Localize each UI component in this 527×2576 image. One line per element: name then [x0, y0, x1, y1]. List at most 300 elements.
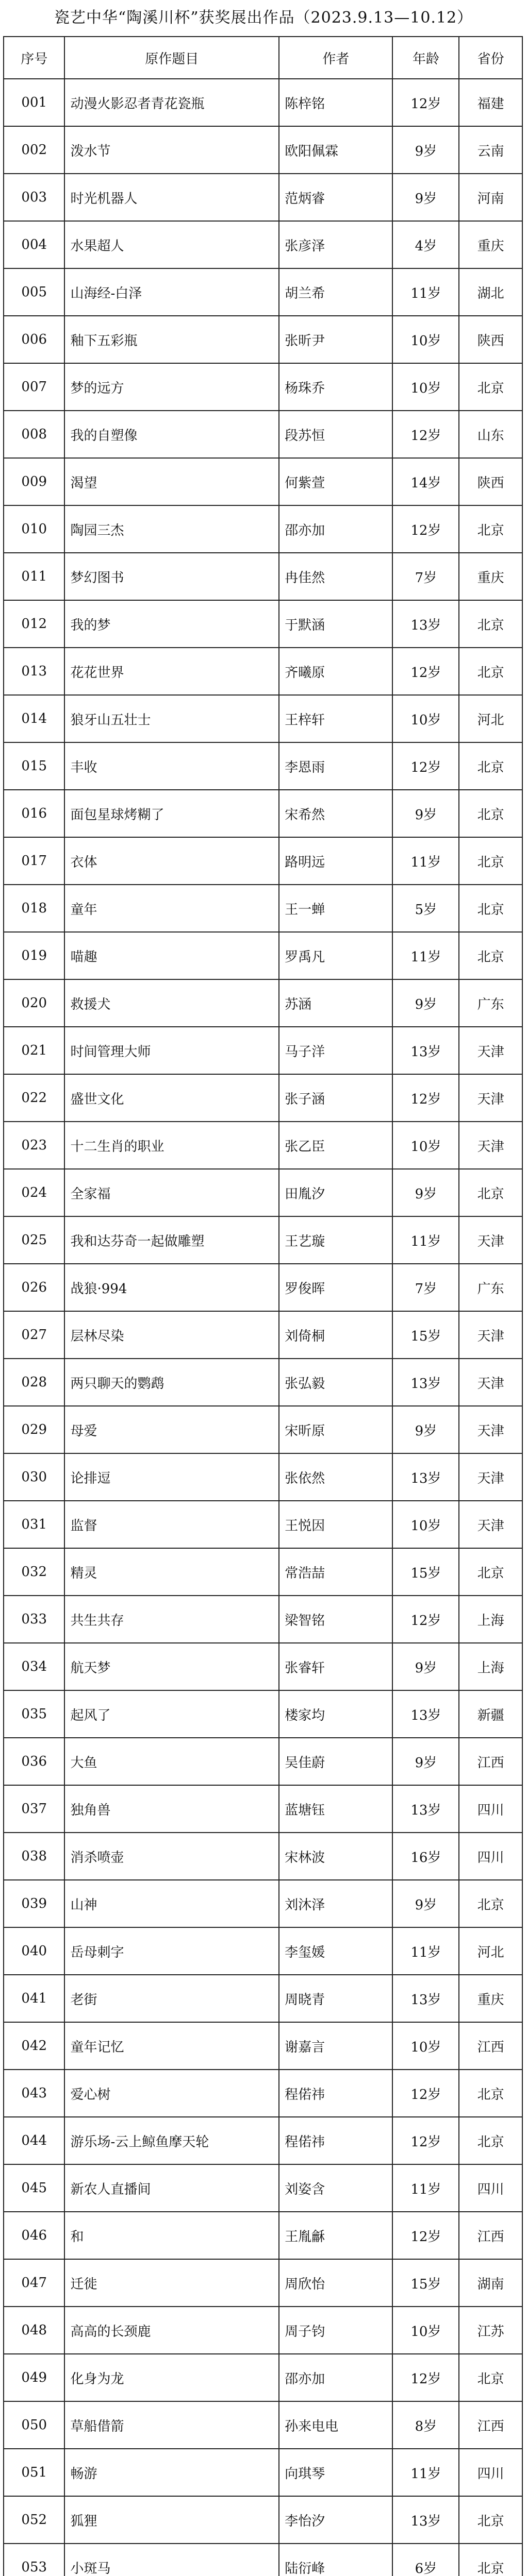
cell-province: 四川 — [459, 1833, 522, 1880]
cell-author: 杨珠乔 — [279, 363, 392, 411]
cell-number: 051 — [4, 2449, 64, 2496]
cell-author: 马子洋 — [279, 1027, 392, 1074]
cell-age: 7岁 — [392, 553, 459, 600]
cell-author: 王一蝉 — [279, 885, 392, 932]
cell-title: 我的梦 — [64, 600, 279, 648]
cell-title: 游乐场-云上鲸鱼摩天轮 — [64, 2117, 279, 2164]
table-row — [4, 1501, 522, 1548]
cell-title: 十二生肖的职业 — [64, 1122, 279, 1169]
cell-age: 12岁 — [392, 2070, 459, 2117]
cell-age: 9岁 — [392, 1169, 459, 1216]
cell-number: 027 — [4, 1311, 64, 1359]
cell-number: 045 — [4, 2164, 64, 2212]
cell-author: 楼家均 — [279, 1690, 392, 1738]
cell-number: 026 — [4, 1264, 64, 1311]
cell-province: 天津 — [459, 1311, 522, 1359]
table-row — [4, 1548, 522, 1596]
cell-title: 岳母刺字 — [64, 1927, 279, 1975]
cell-author: 宋昕原 — [279, 1406, 392, 1453]
cell-province: 重庆 — [459, 553, 522, 600]
cell-title: 童年 — [64, 885, 279, 932]
cell-province: 江西 — [459, 2022, 522, 2070]
cell-province: 北京 — [459, 2070, 522, 2117]
table-row — [4, 1406, 522, 1453]
cell-author: 周欣怡 — [279, 2259, 392, 2307]
cell-title: 迁徙 — [64, 2259, 279, 2307]
table-row — [4, 695, 522, 742]
awards-table — [3, 36, 523, 2576]
cell-province: 天津 — [459, 1122, 522, 1169]
cell-age: 13岁 — [392, 1975, 459, 2022]
cell-age: 12岁 — [392, 742, 459, 790]
cell-title: 泼水节 — [64, 126, 279, 174]
cell-title: 化身为龙 — [64, 2354, 279, 2401]
cell-author: 王艺璇 — [279, 1216, 392, 1264]
cell-title: 独角兽 — [64, 1785, 279, 1833]
cell-age: 10岁 — [392, 695, 459, 742]
cell-title: 大鱼 — [64, 1738, 279, 1785]
cell-province: 四川 — [459, 1785, 522, 1833]
cell-title: 衣体 — [64, 837, 279, 885]
cell-age: 12岁 — [392, 79, 459, 126]
cell-province: 江西 — [459, 2401, 522, 2449]
cell-author: 冉佳然 — [279, 553, 392, 600]
cell-author: 宋希然 — [279, 790, 392, 837]
cell-age: 15岁 — [392, 1548, 459, 1596]
cell-age: 9岁 — [392, 979, 459, 1027]
cell-title: 喵趣 — [64, 932, 279, 979]
cell-age: 5岁 — [392, 885, 459, 932]
cell-province: 重庆 — [459, 221, 522, 268]
cell-title: 精灵 — [64, 1548, 279, 1596]
table-row — [4, 268, 522, 316]
cell-author: 胡兰希 — [279, 268, 392, 316]
table-row — [4, 2117, 522, 2164]
cell-province: 河南 — [459, 174, 522, 221]
cell-age: 10岁 — [392, 316, 459, 363]
cell-age: 15岁 — [392, 2259, 459, 2307]
cell-number: 029 — [4, 1406, 64, 1453]
cell-age: 12岁 — [392, 2117, 459, 2164]
cell-title: 共生共存 — [64, 1596, 279, 1643]
cell-province: 四川 — [459, 2449, 522, 2496]
cell-title: 监督 — [64, 1501, 279, 1548]
cell-number: 004 — [4, 221, 64, 268]
cell-number: 031 — [4, 1501, 64, 1548]
cell-author: 罗俊晖 — [279, 1264, 392, 1311]
cell-province: 北京 — [459, 2117, 522, 2164]
cell-author: 罗禹凡 — [279, 932, 392, 979]
cell-title: 梦幻图书 — [64, 553, 279, 600]
cell-number: 047 — [4, 2259, 64, 2307]
cell-author: 李怡汐 — [279, 2496, 392, 2544]
cell-province: 重庆 — [459, 1975, 522, 2022]
table-row — [4, 505, 522, 553]
cell-title: 山海经-白泽 — [64, 268, 279, 316]
cell-age: 12岁 — [392, 2212, 459, 2259]
table-row — [4, 126, 522, 174]
cell-age: 14岁 — [392, 458, 459, 505]
cell-number: 012 — [4, 600, 64, 648]
cell-number: 003 — [4, 174, 64, 221]
cell-title: 母爱 — [64, 1406, 279, 1453]
cell-author: 程偌祎 — [279, 2117, 392, 2164]
cell-title: 起风了 — [64, 1690, 279, 1738]
cell-number: 036 — [4, 1738, 64, 1785]
table-row — [4, 411, 522, 458]
cell-age: 6岁 — [392, 2544, 459, 2576]
cell-title: 小斑马 — [64, 2544, 279, 2576]
cell-number: 044 — [4, 2117, 64, 2164]
cell-province: 北京 — [459, 1548, 522, 1596]
table-header-row — [4, 37, 522, 79]
table-row — [4, 1596, 522, 1643]
cell-province: 山东 — [459, 411, 522, 458]
cell-number: 021 — [4, 1027, 64, 1074]
cell-number: 001 — [4, 79, 64, 126]
cell-number: 017 — [4, 837, 64, 885]
table-row — [4, 1738, 522, 1785]
header-age: 年龄 — [392, 37, 459, 79]
table-row — [4, 2401, 522, 2449]
cell-author: 吴佳蔚 — [279, 1738, 392, 1785]
cell-author: 刘沐泽 — [279, 1880, 392, 1927]
cell-author: 范炳睿 — [279, 174, 392, 221]
cell-province: 广东 — [459, 979, 522, 1027]
cell-number: 014 — [4, 695, 64, 742]
table-row — [4, 316, 522, 363]
table-row — [4, 1690, 522, 1738]
cell-number: 015 — [4, 742, 64, 790]
cell-age: 13岁 — [392, 1785, 459, 1833]
table-row — [4, 1975, 522, 2022]
cell-number: 034 — [4, 1643, 64, 1690]
cell-province: 上海 — [459, 1596, 522, 1643]
table-row — [4, 648, 522, 695]
cell-title: 畅游 — [64, 2449, 279, 2496]
cell-author: 苏涵 — [279, 979, 392, 1027]
cell-age: 9岁 — [392, 1738, 459, 1785]
cell-province: 北京 — [459, 505, 522, 553]
table-row — [4, 1643, 522, 1690]
cell-author: 于默涵 — [279, 600, 392, 648]
table-row — [4, 1359, 522, 1406]
cell-age: 13岁 — [392, 1690, 459, 1738]
cell-province: 新疆 — [459, 1690, 522, 1738]
cell-province: 北京 — [459, 2544, 522, 2576]
cell-author: 李玺媛 — [279, 1927, 392, 1975]
cell-number: 030 — [4, 1453, 64, 1501]
cell-age: 10岁 — [392, 1122, 459, 1169]
cell-age: 12岁 — [392, 2354, 459, 2401]
cell-number: 046 — [4, 2212, 64, 2259]
cell-author: 欧阳佩霖 — [279, 126, 392, 174]
table-row — [4, 1074, 522, 1122]
cell-age: 9岁 — [392, 126, 459, 174]
cell-number: 006 — [4, 316, 64, 363]
cell-number: 052 — [4, 2496, 64, 2544]
cell-province: 天津 — [459, 1359, 522, 1406]
cell-age: 12岁 — [392, 505, 459, 553]
table-row — [4, 1880, 522, 1927]
cell-province: 北京 — [459, 1880, 522, 1927]
cell-province: 天津 — [459, 1501, 522, 1548]
cell-title: 和 — [64, 2212, 279, 2259]
cell-author: 周子钧 — [279, 2307, 392, 2354]
cell-number: 049 — [4, 2354, 64, 2401]
cell-title: 层林尽染 — [64, 1311, 279, 1359]
cell-number: 032 — [4, 1548, 64, 1596]
cell-age: 11岁 — [392, 2449, 459, 2496]
cell-province: 江西 — [459, 1738, 522, 1785]
cell-number: 009 — [4, 458, 64, 505]
cell-province: 江苏 — [459, 2307, 522, 2354]
cell-author: 张睿轩 — [279, 1643, 392, 1690]
cell-author: 张弘毅 — [279, 1359, 392, 1406]
cell-number: 043 — [4, 2070, 64, 2117]
table-row — [4, 174, 522, 221]
table-row — [4, 2164, 522, 2212]
cell-title: 花花世界 — [64, 648, 279, 695]
cell-author: 孙来电电 — [279, 2401, 392, 2449]
cell-author: 梁智铭 — [279, 1596, 392, 1643]
cell-number: 020 — [4, 979, 64, 1027]
cell-number: 010 — [4, 505, 64, 553]
cell-province: 北京 — [459, 932, 522, 979]
cell-age: 9岁 — [392, 1643, 459, 1690]
cell-author: 张彦泽 — [279, 221, 392, 268]
cell-age: 13岁 — [392, 2496, 459, 2544]
cell-author: 张子涵 — [279, 1074, 392, 1122]
table-row — [4, 2307, 522, 2354]
cell-province: 湖北 — [459, 268, 522, 316]
header-province: 省份 — [459, 37, 522, 79]
cell-title: 我的自塑像 — [64, 411, 279, 458]
cell-title: 山神 — [64, 1880, 279, 1927]
table-row — [4, 79, 522, 126]
cell-title: 草船借箭 — [64, 2401, 279, 2449]
table-row — [4, 1311, 522, 1359]
cell-number: 005 — [4, 268, 64, 316]
header-author: 作者 — [279, 37, 392, 79]
cell-author: 刘倚桐 — [279, 1311, 392, 1359]
cell-province: 湖南 — [459, 2259, 522, 2307]
cell-province: 天津 — [459, 1074, 522, 1122]
table-row — [4, 2449, 522, 2496]
table-row — [4, 2354, 522, 2401]
cell-number: 024 — [4, 1169, 64, 1216]
cell-age: 10岁 — [392, 2022, 459, 2070]
cell-province: 北京 — [459, 2354, 522, 2401]
cell-number: 019 — [4, 932, 64, 979]
cell-province: 福建 — [459, 79, 522, 126]
table-row — [4, 2070, 522, 2117]
table-row — [4, 1927, 522, 1975]
cell-title: 航天梦 — [64, 1643, 279, 1690]
cell-age: 12岁 — [392, 1074, 459, 1122]
table-row — [4, 2544, 522, 2576]
cell-title: 爱心树 — [64, 2070, 279, 2117]
cell-number: 037 — [4, 1785, 64, 1833]
cell-title: 论排逗 — [64, 1453, 279, 1501]
cell-title: 我和达芬奇一起做雕塑 — [64, 1216, 279, 1264]
cell-title: 盛世文化 — [64, 1074, 279, 1122]
cell-author: 张依然 — [279, 1453, 392, 1501]
cell-age: 13岁 — [392, 1027, 459, 1074]
cell-author: 齐曦原 — [279, 648, 392, 695]
cell-title: 梦的远方 — [64, 363, 279, 411]
cell-author: 刘姿含 — [279, 2164, 392, 2212]
cell-author: 常浩喆 — [279, 1548, 392, 1596]
cell-author: 蓝塘钰 — [279, 1785, 392, 1833]
cell-author: 王悦因 — [279, 1501, 392, 1548]
cell-province: 北京 — [459, 363, 522, 411]
cell-age: 12岁 — [392, 648, 459, 695]
cell-number: 050 — [4, 2401, 64, 2449]
cell-number: 048 — [4, 2307, 64, 2354]
table-row — [4, 742, 522, 790]
cell-author: 张昕尹 — [279, 316, 392, 363]
cell-province: 天津 — [459, 1453, 522, 1501]
cell-number: 013 — [4, 648, 64, 695]
cell-title: 全家福 — [64, 1169, 279, 1216]
cell-age: 10岁 — [392, 363, 459, 411]
cell-number: 041 — [4, 1975, 64, 2022]
table-row — [4, 600, 522, 648]
table-body — [4, 79, 522, 2576]
cell-age: 11岁 — [392, 1927, 459, 1975]
cell-title: 童年记忆 — [64, 2022, 279, 2070]
table-row — [4, 1216, 522, 1264]
cell-age: 4岁 — [392, 221, 459, 268]
cell-title: 时间管理大师 — [64, 1027, 279, 1074]
table-row — [4, 1027, 522, 1074]
table-row — [4, 363, 522, 411]
cell-province: 天津 — [459, 1406, 522, 1453]
cell-title: 高高的长颈鹿 — [64, 2307, 279, 2354]
table-row — [4, 2022, 522, 2070]
cell-author: 周晓青 — [279, 1975, 392, 2022]
cell-age: 12岁 — [392, 411, 459, 458]
cell-age: 11岁 — [392, 932, 459, 979]
table-row — [4, 1785, 522, 1833]
cell-age: 9岁 — [392, 1406, 459, 1453]
header-number: 序号 — [4, 37, 64, 79]
cell-number: 038 — [4, 1833, 64, 1880]
cell-province: 北京 — [459, 2496, 522, 2544]
table-row — [4, 1122, 522, 1169]
cell-province: 河北 — [459, 1927, 522, 1975]
cell-province: 北京 — [459, 648, 522, 695]
cell-province: 四川 — [459, 2164, 522, 2212]
table-row — [4, 1453, 522, 1501]
cell-age: 13岁 — [392, 1359, 459, 1406]
table-row — [4, 458, 522, 505]
cell-title: 战狼·994 — [64, 1264, 279, 1311]
cell-title: 陶园三杰 — [64, 505, 279, 553]
cell-author: 何紫萱 — [279, 458, 392, 505]
cell-number: 033 — [4, 1596, 64, 1643]
cell-author: 路明远 — [279, 837, 392, 885]
cell-title: 消杀喷壶 — [64, 1833, 279, 1880]
cell-number: 035 — [4, 1690, 64, 1738]
table-row — [4, 221, 522, 268]
cell-title: 水果超人 — [64, 221, 279, 268]
cell-age: 12岁 — [392, 1596, 459, 1643]
cell-title: 救援犬 — [64, 979, 279, 1027]
cell-province: 陕西 — [459, 316, 522, 363]
cell-number: 007 — [4, 363, 64, 411]
cell-age: 10岁 — [392, 2307, 459, 2354]
cell-number: 011 — [4, 553, 64, 600]
cell-title: 时光机器人 — [64, 174, 279, 221]
cell-title: 狼牙山五壮士 — [64, 695, 279, 742]
cell-age: 11岁 — [392, 2164, 459, 2212]
cell-author: 王梓轩 — [279, 695, 392, 742]
cell-author: 邵亦加 — [279, 2354, 392, 2401]
cell-author: 陆衍峰 — [279, 2544, 392, 2576]
document-title: 瓷艺中华“陶溪川杯”获奖展出作品（2023.9.13—10.12） — [54, 9, 473, 27]
cell-province: 北京 — [459, 790, 522, 837]
cell-age: 15岁 — [392, 1311, 459, 1359]
cell-number: 016 — [4, 790, 64, 837]
table-row — [4, 2212, 522, 2259]
cell-age: 13岁 — [392, 600, 459, 648]
cell-title: 釉下五彩瓶 — [64, 316, 279, 363]
cell-number: 053 — [4, 2544, 64, 2576]
cell-number: 023 — [4, 1122, 64, 1169]
cell-age: 11岁 — [392, 268, 459, 316]
table-row — [4, 1833, 522, 1880]
table-row — [4, 2259, 522, 2307]
cell-province: 北京 — [459, 837, 522, 885]
table-row — [4, 885, 522, 932]
cell-province: 云南 — [459, 126, 522, 174]
cell-age: 11岁 — [392, 837, 459, 885]
cell-age: 9岁 — [392, 1880, 459, 1927]
cell-province: 江西 — [459, 2212, 522, 2259]
cell-age: 9岁 — [392, 174, 459, 221]
cell-age: 10岁 — [392, 1501, 459, 1548]
table-row — [4, 1264, 522, 1311]
cell-number: 018 — [4, 885, 64, 932]
cell-province: 天津 — [459, 1216, 522, 1264]
table-row — [4, 1169, 522, 1216]
cell-author: 李恩雨 — [279, 742, 392, 790]
cell-province: 河北 — [459, 695, 522, 742]
cell-number: 040 — [4, 1927, 64, 1975]
cell-number: 022 — [4, 1074, 64, 1122]
table-row — [4, 979, 522, 1027]
cell-author: 张乙臣 — [279, 1122, 392, 1169]
cell-title: 两只聊天的鹦鹉 — [64, 1359, 279, 1406]
cell-author: 谢嘉言 — [279, 2022, 392, 2070]
cell-number: 028 — [4, 1359, 64, 1406]
cell-province: 陕西 — [459, 458, 522, 505]
table-row — [4, 837, 522, 885]
cell-age: 16岁 — [392, 1833, 459, 1880]
cell-number: 002 — [4, 126, 64, 174]
cell-province: 天津 — [459, 1027, 522, 1074]
cell-title: 丰收 — [64, 742, 279, 790]
cell-author: 向琪琴 — [279, 2449, 392, 2496]
cell-number: 042 — [4, 2022, 64, 2070]
cell-number: 008 — [4, 411, 64, 458]
cell-title: 老街 — [64, 1975, 279, 2022]
cell-province: 北京 — [459, 885, 522, 932]
cell-province: 广东 — [459, 1264, 522, 1311]
cell-number: 039 — [4, 1880, 64, 1927]
